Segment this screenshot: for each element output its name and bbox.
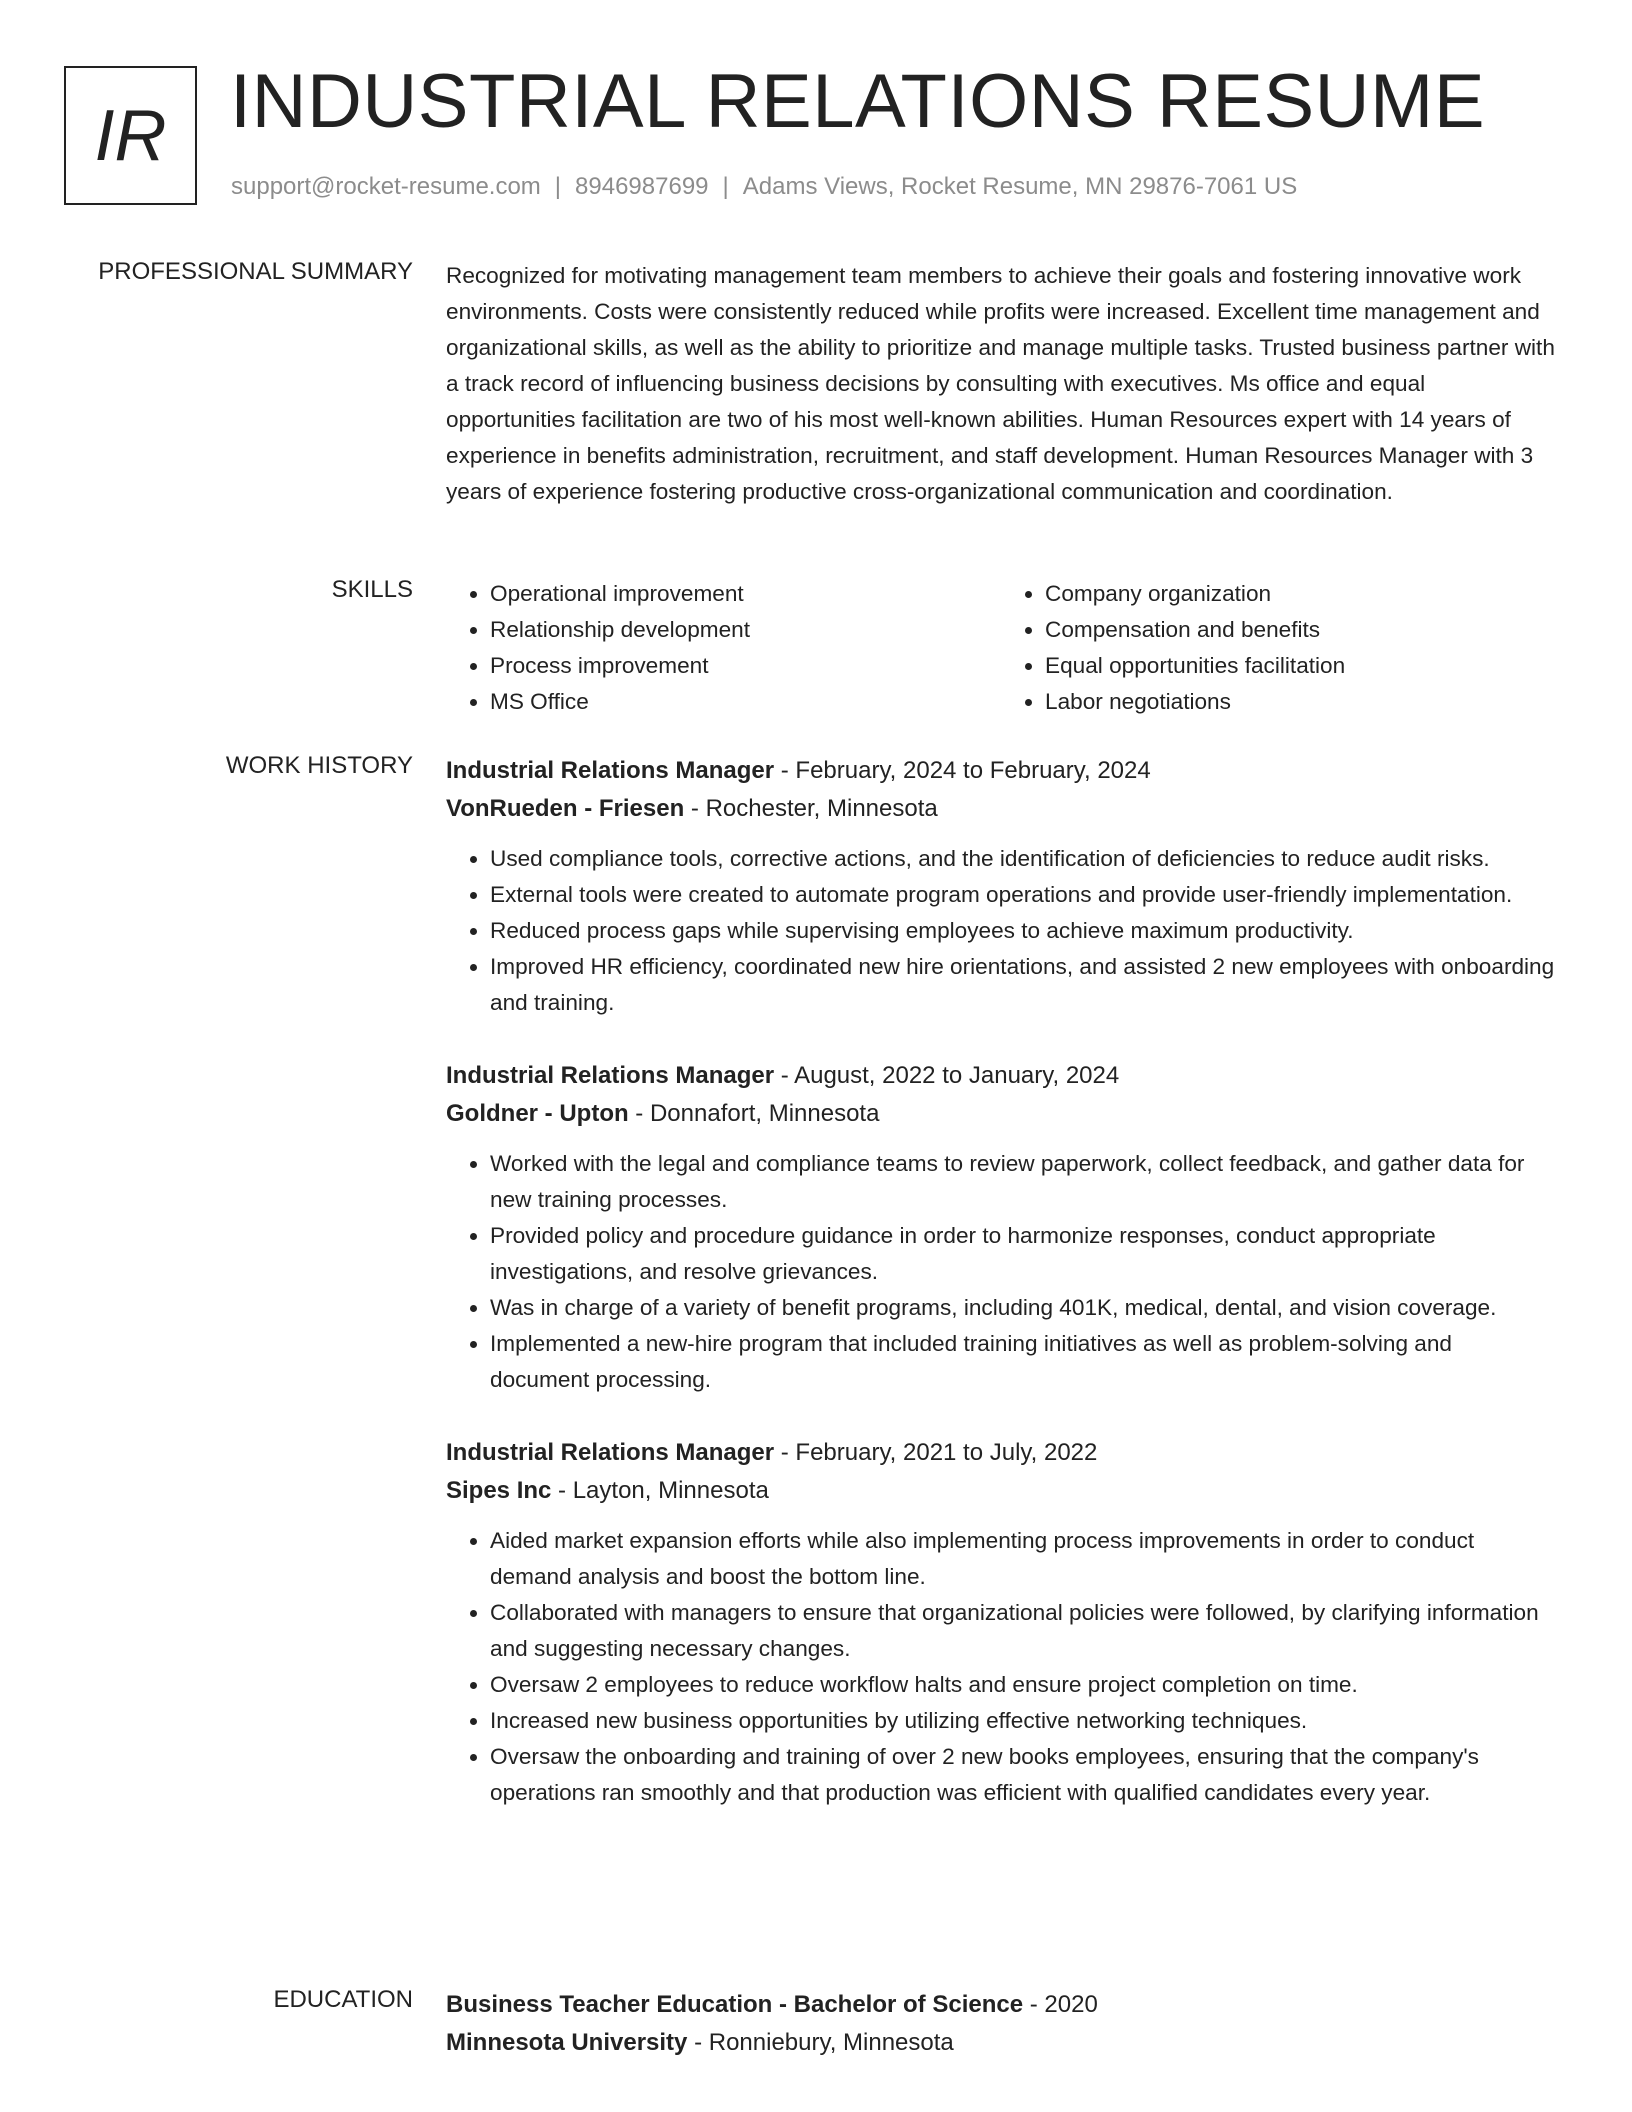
contact-separator: | xyxy=(722,173,729,200)
skills-grid xyxy=(446,576,1556,720)
work-history-body xyxy=(446,752,1556,1847)
job-company: Goldner - Upton xyxy=(446,1100,629,1127)
job-company: Sipes Inc xyxy=(446,1477,552,1504)
job-bullet: • Aided market expansion efforts while also implementing process improvements in order to conduct demand analysis and boost the bottom line. xyxy=(490,1523,1556,1595)
section-label-summary: PROFESSIONAL SUMMARY xyxy=(98,258,413,285)
job-bullet: • Reduced process gaps while supervising employees to achieve maximum productivity. xyxy=(490,913,1556,949)
education-school-line xyxy=(446,2024,1556,2062)
job-location: - Rochester, Minnesota xyxy=(684,795,938,822)
job-company-line xyxy=(446,1095,1556,1133)
job-title-line xyxy=(446,752,1556,790)
skill-item: • Operational improvement xyxy=(490,576,1001,612)
job-title: Industrial Relations Manager xyxy=(446,757,775,784)
job-bullets xyxy=(446,1146,1556,1398)
contact-line xyxy=(231,173,1297,201)
job-bullet: • Oversaw 2 employees to reduce workflow halts and ensure project completion on time. xyxy=(490,1667,1556,1703)
skill-item: • MS Office xyxy=(490,684,1001,720)
job-location: - Donnafort, Minnesota xyxy=(628,1100,880,1127)
education-year: - 2020 xyxy=(1023,1991,1098,2018)
job-company-line xyxy=(446,1472,1556,1510)
job-company-line xyxy=(446,790,1556,828)
summary-body xyxy=(446,258,1556,510)
section-label-work: WORK HISTORY xyxy=(225,752,413,779)
education-degree-line xyxy=(446,1986,1556,2024)
job-title-line xyxy=(446,1434,1556,1472)
job-entry xyxy=(446,1434,1556,1811)
education-school: Minnesota University xyxy=(446,2029,688,2056)
job-company: VonRueden - Friesen xyxy=(446,795,685,822)
skill-item: • Company organization xyxy=(1045,576,1556,612)
job-bullets xyxy=(446,1523,1556,1811)
job-title: Industrial Relations Manager xyxy=(446,1062,775,1089)
contact-phone[interactable]: 8946987699 xyxy=(575,173,709,200)
job-bullet: • Provided policy and procedure guidance in order to harmonize responses, conduct appropriate investigations, and resolve grievances. xyxy=(490,1218,1556,1290)
job-bullet: • Improved HR efficiency, coordinated new hire orientations, and assisted 2 new employees with onboarding and training. xyxy=(490,949,1556,1021)
job-bullet: • Implemented a new-hire program that included training initiatives as well as problem-solving and document processing. xyxy=(490,1326,1556,1398)
contact-address: Adams Views, Rocket Resume, MN 29876-7061 US xyxy=(742,173,1298,200)
education-location: - Ronniebury, Minnesota xyxy=(687,2029,954,2056)
job-bullet: • Collaborated with managers to ensure that organizational policies were followed, by clarifying information and suggesting necessary changes. xyxy=(490,1595,1556,1667)
skills-list-right xyxy=(1001,576,1556,720)
job-dates: - February, 2021 to July, 2022 xyxy=(774,1439,1098,1466)
skill-item: • Relationship development xyxy=(490,612,1001,648)
job-entry xyxy=(446,1057,1556,1398)
contact-email[interactable]: support@rocket-resume.com xyxy=(231,173,541,200)
skill-item: • Equal opportunities facilitation xyxy=(1045,648,1556,684)
job-entry xyxy=(446,752,1556,1021)
education-degree: Business Teacher Education - Bachelor of Science xyxy=(446,1991,1024,2018)
section-label-education: EDUCATION xyxy=(273,1986,413,2013)
job-dates: - February, 2024 to February, 2024 xyxy=(774,757,1151,784)
resume-title: INDUSTRIAL RELATIONS RESUME xyxy=(230,59,1486,144)
job-bullet: • Oversaw the onboarding and training of over 2 new books employees, ensuring that the company's operations ran smoothly and that production was efficient with qualified candidates every year. xyxy=(490,1739,1556,1811)
education-body xyxy=(446,1986,1556,2062)
job-bullet: • Increased new business opportunities by utilizing effective networking techniques. xyxy=(490,1703,1556,1739)
job-bullet: • Used compliance tools, corrective actions, and the identification of deficiencies to reduce audit risks. xyxy=(490,841,1556,877)
job-bullet: • External tools were created to automate program operations and provide user-friendly implementation. xyxy=(490,877,1556,913)
job-dates: - August, 2022 to January, 2024 xyxy=(774,1062,1120,1089)
job-bullets xyxy=(446,841,1556,1021)
job-bullet: • Worked with the legal and compliance teams to review paperwork, collect feedback, and gather data for new training processes. xyxy=(490,1146,1556,1218)
contact-separator: | xyxy=(554,173,562,200)
skill-item: • Labor negotiations xyxy=(1045,684,1556,720)
skill-item: • Process improvement xyxy=(490,648,1001,684)
job-title: Industrial Relations Manager xyxy=(446,1439,775,1466)
skill-item: • Compensation and benefits xyxy=(1045,612,1556,648)
job-location: - Layton, Minnesota xyxy=(551,1477,769,1504)
summary-text: Recognized for motivating management team members to achieve their goals and fostering innovative work environments. Costs were consistently reduced while profits were increased. Excellent time management and organizational skills, as well as the ability to prioritize and manage multiple tasks. Trusted business partner with a track record of influencing business decisions by consulting with executives. Ms office and equal opportunities facilitation are two of his most well-known abilities. Human Resources expert with 14 years of experience in benefits administration, recruitment, and staff development. Human Resources Manager with 3 years of experience fostering productive cross-organizational communication and coordination. xyxy=(446,263,1555,504)
skills-list-left xyxy=(446,576,1001,720)
job-bullet: • Was in charge of a variety of benefit programs, including 401K, medical, dental, and vision coverage. xyxy=(490,1290,1556,1326)
monogram-badge: IR xyxy=(64,66,197,205)
section-label-skills: SKILLS xyxy=(331,576,413,603)
job-title-line xyxy=(446,1057,1556,1095)
